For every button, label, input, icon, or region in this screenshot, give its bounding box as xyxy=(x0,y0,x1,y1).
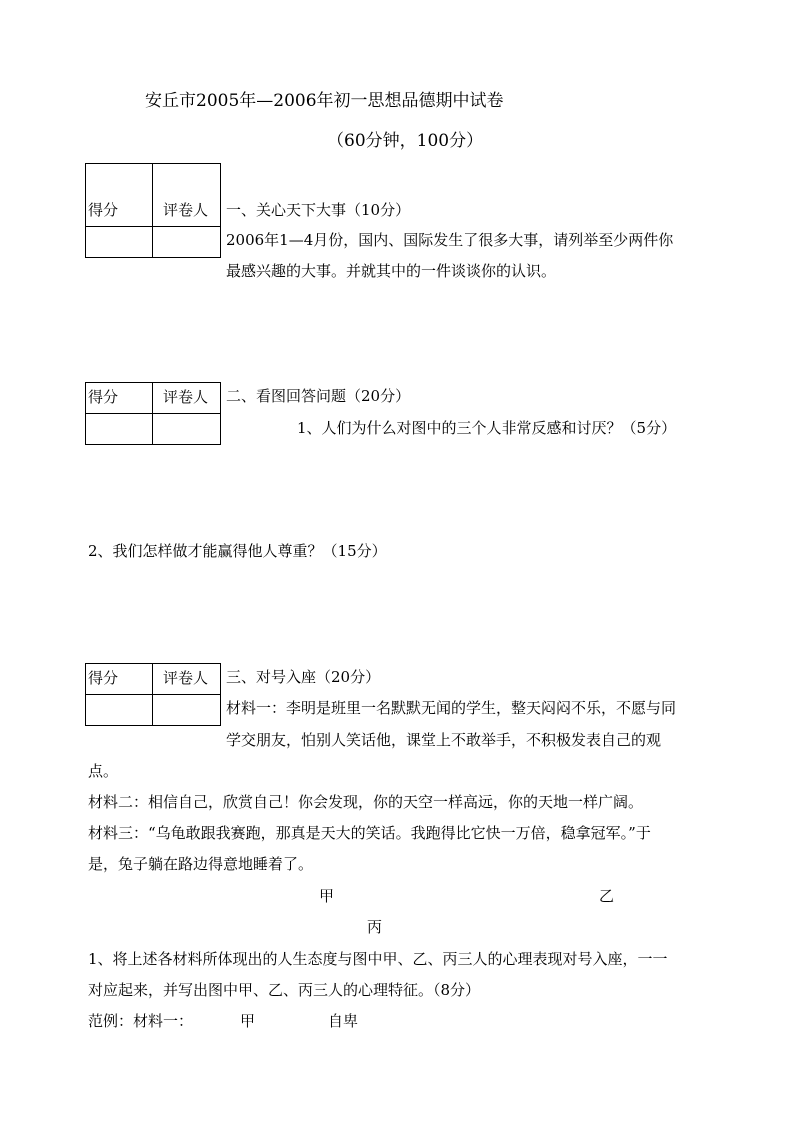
section3-heading: 三、对号入座（20分） xyxy=(226,668,381,686)
material3-line2: 是，兔子躺在路边得意地睡着了。 xyxy=(88,855,314,873)
section1-text-line2: 最感兴趣的大事。并就其中的一件谈谈你的认识。 xyxy=(226,262,557,280)
grader-input-cell[interactable] xyxy=(153,414,221,445)
score-header-cell: 得分 xyxy=(86,383,153,414)
grader-header-cell: 评卷人 xyxy=(153,664,221,695)
figure-label-yi: 乙 xyxy=(599,887,615,905)
grader-input-cell[interactable] xyxy=(153,227,221,258)
material2-text: 材料二：相信自己，欣赏自己！你会发现，你的天空一样高远，你的天地一样广阔。 xyxy=(88,793,644,811)
score-table-1 xyxy=(85,163,221,258)
figure-label-bing: 丙 xyxy=(367,918,383,936)
grader-input-cell[interactable] xyxy=(153,695,221,726)
score-header-cell: 得分 xyxy=(86,164,153,227)
section3-question1-line1: 1、将上述各材料所体现出的人生态度与图中甲、乙、丙三人的心理表现对号入座，一一 xyxy=(88,950,668,968)
section2-question2: 2、我们怎样做才能赢得他人尊重？（15分） xyxy=(88,542,387,560)
score-input-cell[interactable] xyxy=(86,695,153,726)
section1-text-line1: 2006年1—4月份，国内、国际发生了很多大事，请列举至少两件你 xyxy=(226,231,674,249)
material1-line2: 学交朋友，怕别人笑话他，课堂上不敢举手，不积极发表自己的观 xyxy=(226,731,662,749)
page-title: 安丘市2005年—2006年初一思想品德期中试卷 xyxy=(145,91,504,111)
section2-question1: 1、人们为什么对图中的三个人非常反感和讨厌？（5分） xyxy=(297,419,677,437)
example-jia: 甲 xyxy=(240,1012,256,1030)
figure-label-jia: 甲 xyxy=(319,887,335,905)
section1-heading: 一、关心天下大事（10分） xyxy=(226,201,411,219)
grader-header-cell: 评卷人 xyxy=(153,383,221,414)
page-subtitle: （60分钟，100分） xyxy=(327,131,484,151)
material1-line3: 点。 xyxy=(88,762,119,780)
score-table-2 xyxy=(85,382,221,445)
example-label: 范例：材料一： xyxy=(88,1012,194,1030)
grader-header-cell: 评卷人 xyxy=(153,164,221,227)
score-header-cell: 得分 xyxy=(86,664,153,695)
section2-heading: 二、看图回答问题（20分） xyxy=(226,387,411,405)
material3-line1: 材料三：“乌龟敢跟我赛跑，那真是天大的笑话。我跑得比它快一万倍，稳拿冠军。”于 xyxy=(88,824,651,842)
material1-line1: 材料一：李明是班里一名默默无闻的学生，整天闷闷不乐，不愿与同 xyxy=(226,699,677,717)
score-table-3 xyxy=(85,663,221,726)
example-answer: 自卑 xyxy=(328,1012,359,1030)
score-input-cell[interactable] xyxy=(86,414,153,445)
score-input-cell[interactable] xyxy=(86,227,153,258)
section3-question1-line2: 对应起来，并写出图中甲、乙、丙三人的心理特征。（8分） xyxy=(88,981,481,999)
